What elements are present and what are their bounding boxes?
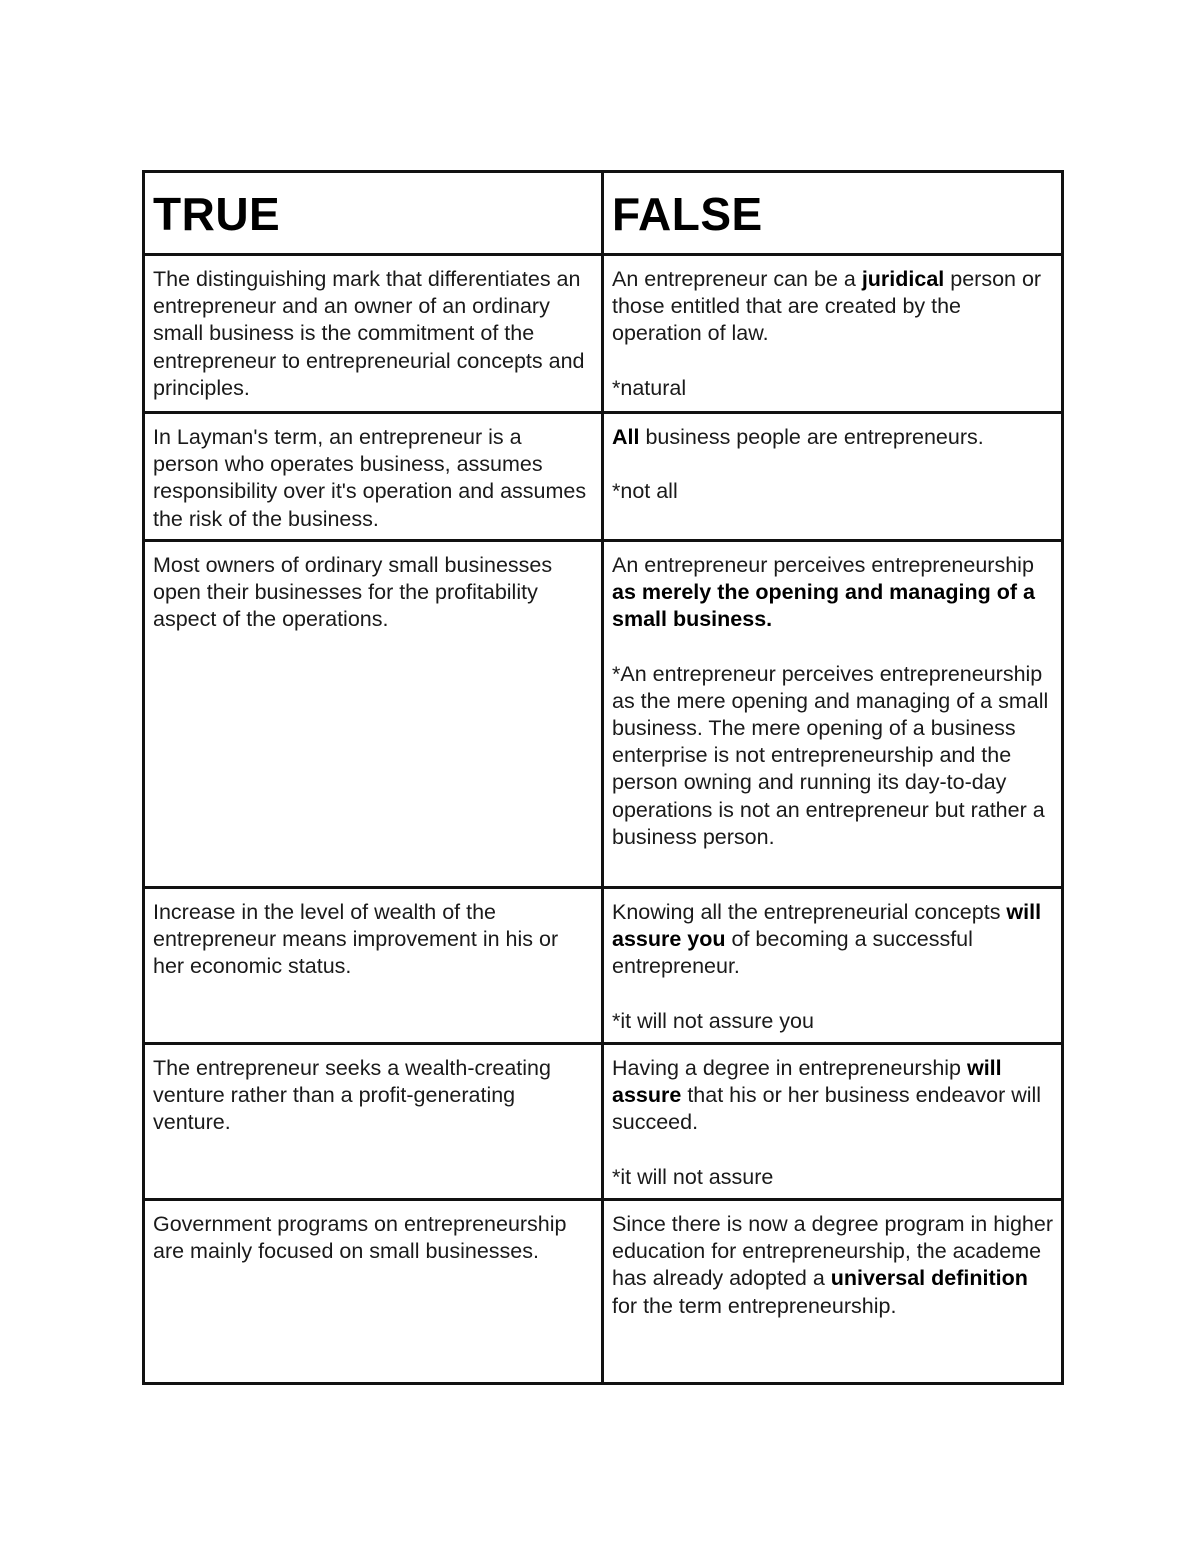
false-statement: An entrepreneur perceives entrepreneurship as merely the opening and managing of a small business.	[612, 553, 1035, 632]
true-cell	[144, 255, 603, 413]
emphasis-text: will assure you	[612, 900, 1042, 952]
table-row	[144, 541, 1063, 888]
false-cell	[603, 1200, 1063, 1384]
true-statement: In Layman's term, an entrepreneur is a person who operates business, assumes responsibility over it's operation and assumes the risk of the business.	[153, 425, 587, 531]
true-column-header: TRUE	[144, 172, 603, 255]
false-statement: All business people are entrepreneurs.	[612, 425, 984, 449]
correction-note: *not all	[612, 479, 678, 504]
true-cell	[144, 541, 603, 888]
correction-note: *it will not assure	[612, 1164, 774, 1189]
true-cell	[144, 413, 603, 541]
true-statement: The distinguishing mark that differentiates an entrepreneur and an owner of an ordinary small business is the commitment of the entrepreneur to entrepreneurial concepts and principles.	[153, 267, 585, 400]
false-cell	[603, 888, 1063, 1044]
false-statement: Having a degree in entrepreneurship will assure that his or her business endeavor will succeed.	[612, 1056, 1042, 1135]
false-column-header: FALSE	[603, 172, 1063, 255]
false-statement: Since there is now a degree program in higher education for entrepreneurship, the academe has already adopted a universal definition for the term entrepreneurship.	[612, 1212, 1054, 1318]
true-false-table	[142, 170, 1064, 1385]
false-cell	[603, 413, 1063, 541]
correction-note: *it will not assure you	[612, 1008, 814, 1033]
header-row	[144, 172, 1063, 255]
true-cell	[144, 1044, 603, 1200]
false-cell	[603, 255, 1063, 413]
emphasis-text: juridical	[861, 267, 945, 291]
table-row	[144, 1200, 1063, 1384]
emphasis-text: All	[612, 425, 640, 449]
true-cell	[144, 1200, 603, 1384]
table-row	[144, 413, 1063, 541]
true-statement: Increase in the level of wealth of the entrepreneur means improvement in his or her economic status.	[153, 900, 559, 979]
correction-note: *An entrepreneur perceives entrepreneurship as the mere opening and managing of a small business. The mere opening of a business enterprise is not entrepreneurship and the person owning and running its day-to-day operations is not an entrepreneur but rather a business person.	[612, 661, 1049, 849]
false-statement: Knowing all the entrepreneurial concepts will assure you of becoming a successful entrepreneur.	[612, 900, 1042, 979]
true-statement: Most owners of ordinary small businesses open their businesses for the profitability aspect of the operations.	[153, 553, 553, 632]
table-row	[144, 888, 1063, 1044]
false-cell	[603, 1044, 1063, 1200]
false-cell	[603, 541, 1063, 888]
emphasis-text: as merely the opening and managing of a small business.	[612, 580, 1035, 632]
false-statement: An entrepreneur can be a juridical person or those entitled that are created by the operation of law.	[612, 267, 1042, 346]
true-statement: Government programs on entrepreneurship are mainly focused on small businesses.	[153, 1212, 567, 1264]
table-row	[144, 1044, 1063, 1200]
table-row	[144, 255, 1063, 413]
correction-note: *natural	[612, 375, 687, 400]
true-cell	[144, 888, 603, 1044]
emphasis-text: universal definition	[830, 1266, 1028, 1291]
emphasis-text: will assure	[612, 1056, 1002, 1108]
true-statement: The entrepreneur seeks a wealth-creating venture rather than a profit-generating venture.	[153, 1056, 551, 1135]
